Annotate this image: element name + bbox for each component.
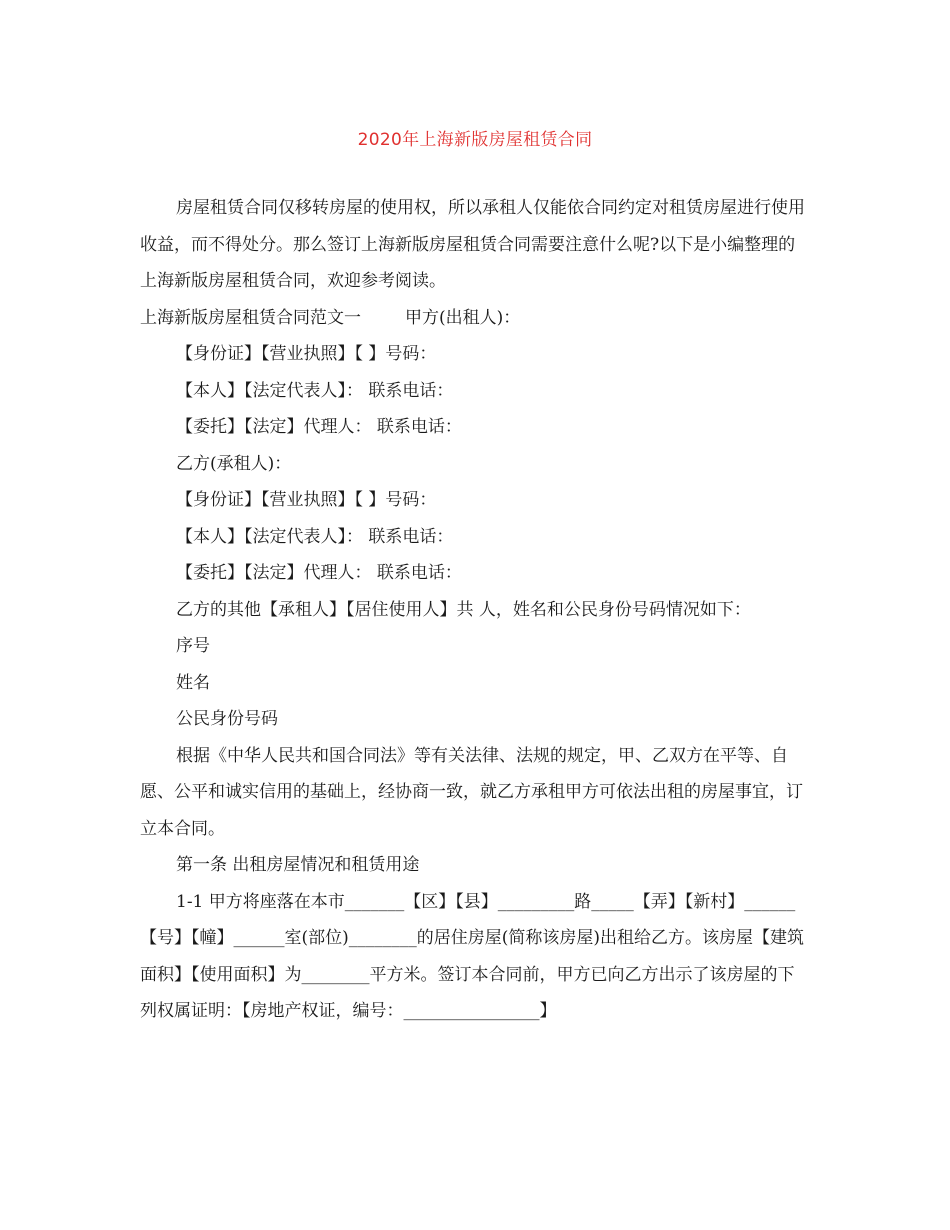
clause-1-1-paragraph: 1-1 甲方将座落在本市_______【区】【县】_________路_____【弄】【新村】______【号】【幢】______室(部位)________的居住房屋(简称该房屋)出租给乙方。该房屋【建筑面积】【使用面积】为________平方米。签订本合同前，甲方已向乙方出示了该房屋的下列权属证明：【房地产权证，编号：________________】 xyxy=(140,891,805,1021)
party-a-agent: 【委托】【法定】代理人： 联系电话： xyxy=(176,417,462,437)
party-a-representative: 【本人】【法定代表人】： 联系电话： xyxy=(176,380,454,401)
party-b-id: 【身份证】【营业执照】【 】号码： xyxy=(176,490,437,510)
party-a-id: 【身份证】【营业执照】【 】号码： xyxy=(176,344,437,364)
other-tenants-paragraph: 乙方的其他【承租人】【居住使用人】共 人，姓名和公民身份号码情况如下： xyxy=(176,599,751,620)
column-name-label: 姓名 xyxy=(176,672,210,693)
intro-paragraph: 房屋租赁合同仅移转房屋的使用权，所以承租人仅能依合同约定对租赁房屋进行使用收益，而不得处分。那么签订上海新版房屋租赁合同需要注意什么呢?以下是小编整理的上海新版房屋租赁合同，欢迎参考阅读。 xyxy=(140,198,805,291)
party-b-label: 乙方(承租人)： xyxy=(176,453,292,474)
basis-paragraph: 根据《中华人民共和国合同法》等有关法律、法规的规定，甲、乙双方在平等、自愿、公平和诚实信用的基础上，经协商一致，就乙方承租甲方可依法出租的房屋事宜，订立本合同。 xyxy=(140,745,803,839)
document-body xyxy=(140,190,810,1030)
sample-heading-line xyxy=(140,300,810,337)
party-b-representative: 【本人】【法定代表人】： 联系电话： xyxy=(176,526,454,547)
article-1-heading: 第一条 出租房屋情况和租赁用途 xyxy=(176,855,420,875)
party-a-label: 甲方(出租人)： xyxy=(405,307,521,328)
party-b-agent: 【委托】【法定】代理人： 联系电话： xyxy=(176,563,462,583)
document-title: 2020年上海新版房屋租赁合同 xyxy=(357,130,593,150)
sample-heading: 上海新版房屋租赁合同范文一 xyxy=(140,307,361,328)
column-seq-label: 序号 xyxy=(176,636,210,656)
column-id-label: 公民身份号码 xyxy=(176,709,278,729)
